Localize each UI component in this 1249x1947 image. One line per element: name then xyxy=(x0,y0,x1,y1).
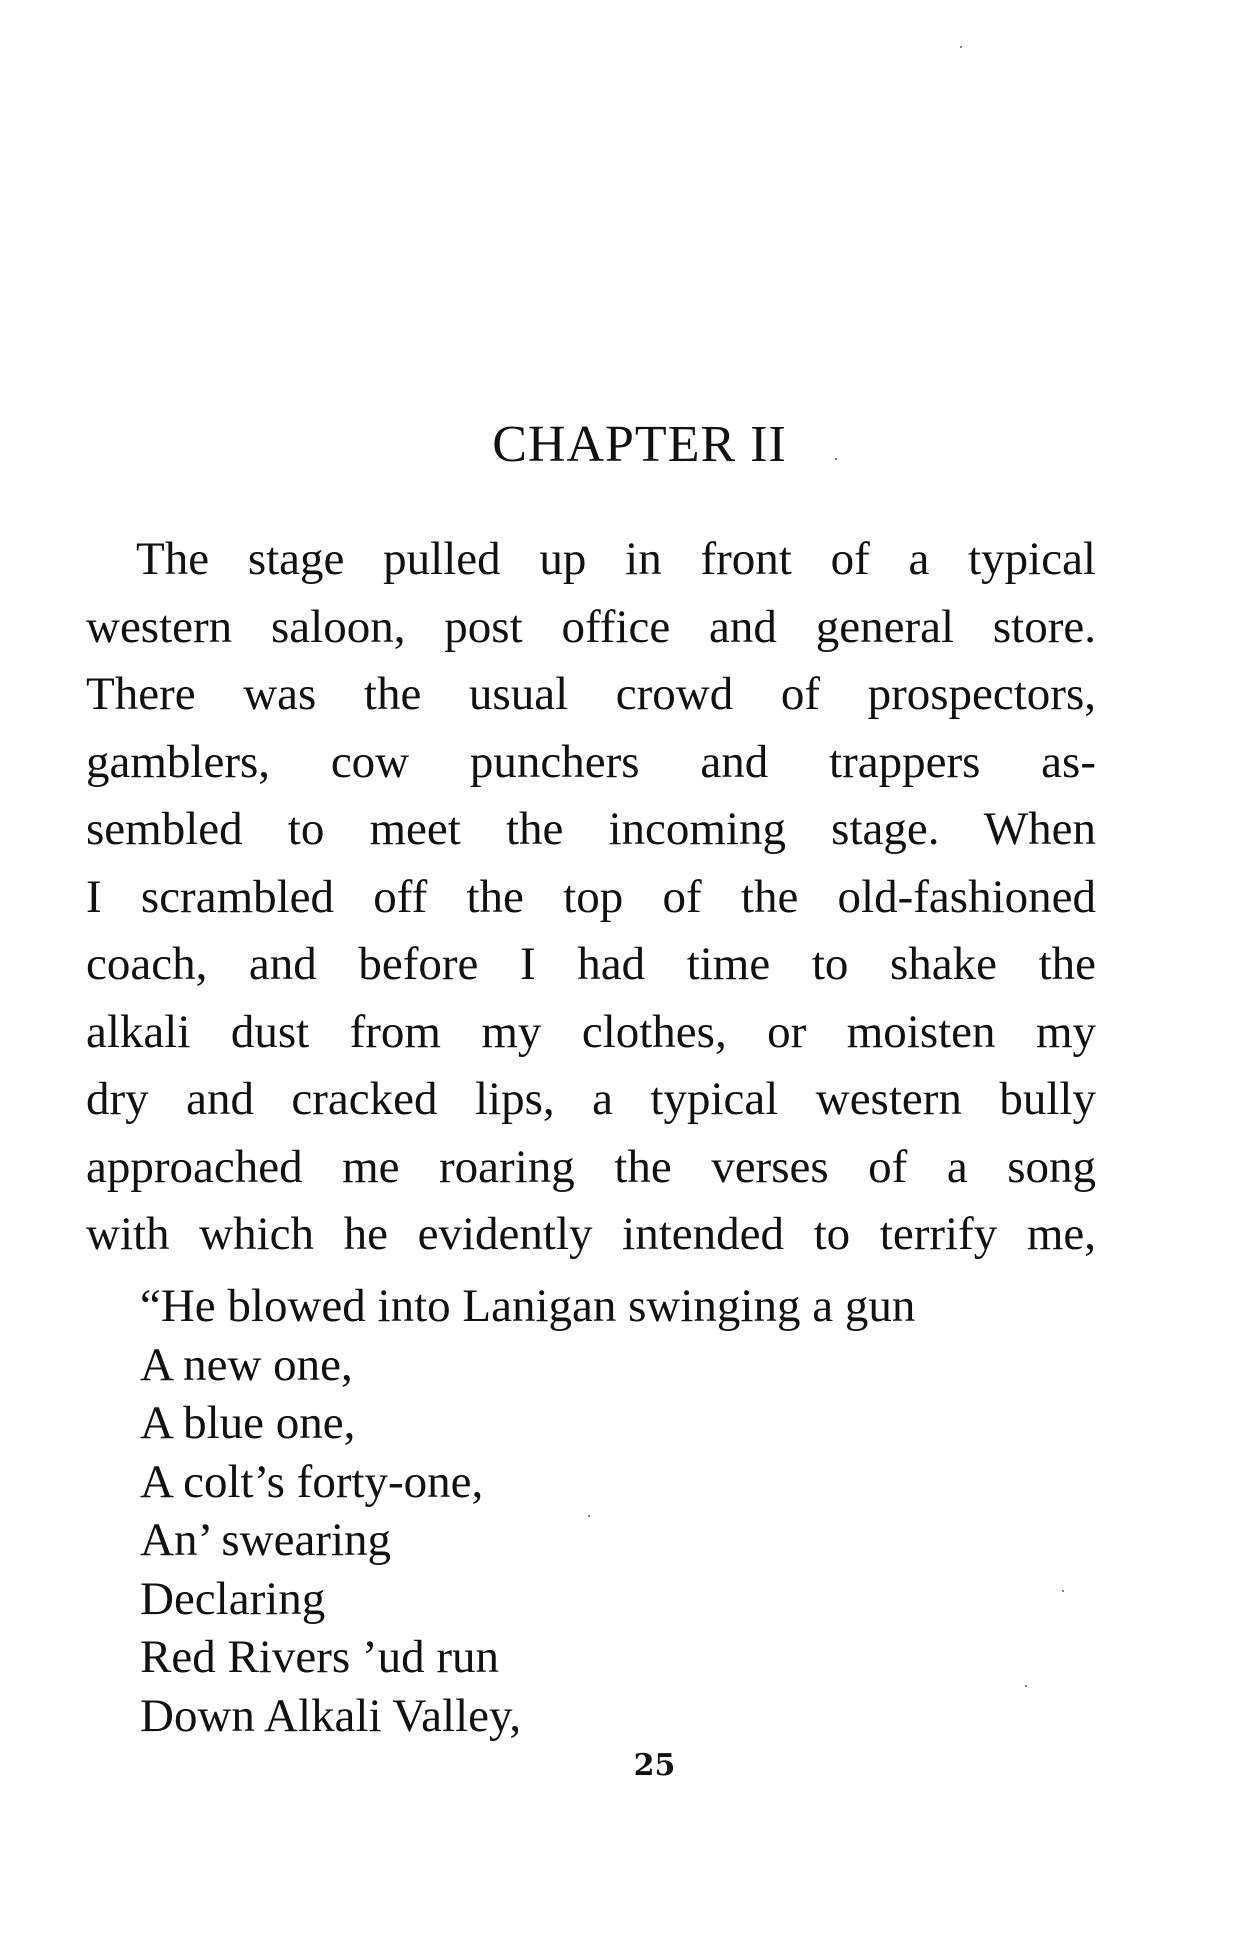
prose-line: western saloon, post office and general store. xyxy=(86,600,1096,653)
paper-speck xyxy=(1025,1685,1027,1687)
prose-line: gamblers, cow punchers and trappers as- xyxy=(86,735,1096,788)
verse-line: A colt’s forty-one, xyxy=(140,1455,484,1508)
paper-speck xyxy=(1062,1590,1064,1592)
verse-line: A new one, xyxy=(140,1338,353,1391)
verse-line: Down Alkali Valley, xyxy=(140,1689,522,1742)
prose-line: There was the usual crowd of prospectors, xyxy=(86,668,1096,720)
prose-paragraph xyxy=(86,526,1096,1269)
paper-speck xyxy=(835,458,837,460)
prose-line: sembled to meet the incoming stage. When xyxy=(86,803,1096,855)
page-number: 25 xyxy=(633,1748,676,1783)
prose-line: approached me roaring the verses of a song xyxy=(86,1140,1096,1193)
chapter-heading: CHAPTER II xyxy=(492,416,787,473)
verse-line: “He blowed into Lanigan swinging a gun xyxy=(140,1280,916,1332)
prose-line: coach, and before I had time to shake the xyxy=(86,938,1096,990)
song-verse xyxy=(140,1277,1040,1745)
prose-line: dry and cracked lips, a typical western bully xyxy=(86,1073,1096,1125)
prose-line: The stage pulled up in front of a typical xyxy=(136,533,1096,585)
prose-line: alkali dust from my clothes, or moisten my xyxy=(86,1005,1096,1058)
paper-speck xyxy=(588,1515,590,1517)
verse-line: Declaring xyxy=(140,1572,326,1625)
prose-line: with which he evidently intended to terrify me, xyxy=(86,1208,1096,1260)
verse-line: An’ swearing xyxy=(140,1514,392,1566)
verse-line: Red Rivers ’ud run xyxy=(140,1631,499,1683)
paper-speck xyxy=(960,46,962,48)
verse-line: A blue one, xyxy=(140,1397,356,1449)
prose-line: I scrambled off the top of the old-fashioned xyxy=(86,870,1096,923)
